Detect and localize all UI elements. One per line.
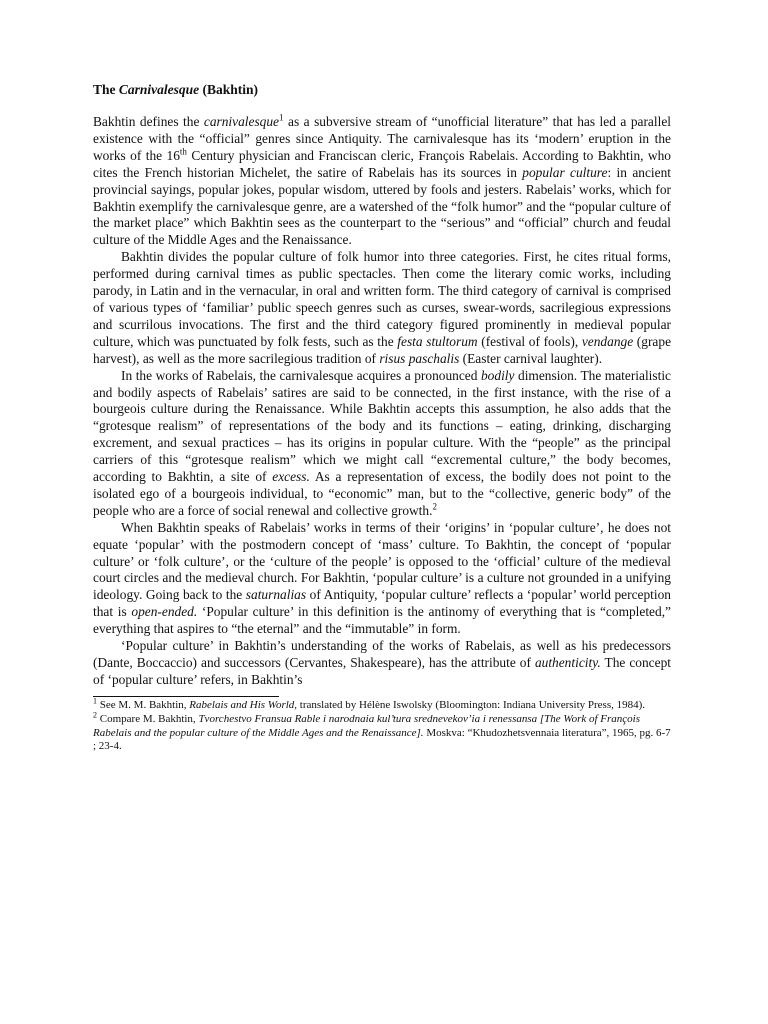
italic-term: popular culture	[522, 164, 608, 180]
title-suffix: (Bakhtin)	[199, 82, 259, 97]
footnotes	[93, 696, 671, 754]
ordinal-superscript: th	[179, 146, 187, 157]
page-title	[93, 82, 671, 98]
text-run: Moskva: “Khudozhetsvennaia literatura”, 1965, pg. 6-7 ; 23-4.	[93, 726, 671, 753]
text-run: See M. M. Bakhtin,	[97, 698, 190, 711]
italic-term: excess.	[272, 469, 310, 485]
document-body	[93, 114, 671, 689]
title-prefix: The	[93, 82, 119, 97]
text-run: Compare M. Bakhtin,	[97, 713, 199, 726]
paragraph-1	[93, 114, 671, 249]
text-run: ‘Popular culture’ in Bakhtin’s understanding of the works of Rabelais, as well as his predecessors (Dante, Boccaccio) and successors (Cervantes, Shakespeare), has the attribute of	[93, 638, 671, 670]
footnote-separator	[93, 696, 279, 697]
italic-term: carnivalesque	[203, 114, 280, 129]
text-run: (festival of fools),	[477, 333, 582, 349]
italic-term: vendange	[581, 333, 634, 349]
text-run: As a representation of excess, the bodily does not point to the isolated ego of a bourgeois individual, to “economic” man, but to the “collective, generic body” of the people who are a force of social renewal and collective growth.	[93, 469, 671, 518]
text-run: Bakhtin defines the	[93, 114, 204, 129]
footnote-ref-1: 1	[279, 112, 284, 123]
footnote-2	[93, 710, 671, 754]
document-page	[93, 82, 671, 755]
text-run: (Easter carnival laughter).	[459, 350, 603, 366]
title-italic: Carnivalesque	[118, 82, 200, 97]
italic-term: festa stultorum	[397, 333, 478, 349]
text-run: dimension. The materialistic and bodily aspects of Rabelais’ satires are said to be connected, in the first instance, with the rise of a bourgeois culture during the Renaissance. While Bakhtin accepts this assumption, he also adds that the “grotesque realism” of representations of the body and its functions – eating, drinking, discharging excrement, and sexual practices – has its origins in popular culture. With the “people” as the principal carriers of this “grotesque realism” which we might call “excremental culture,” the body becomes, according to Bakhtin, a site of	[93, 367, 671, 485]
italic-term: authenticity.	[534, 655, 601, 670]
text-run: The concept of ‘popular culture’ refers, in Bakhtin’s	[93, 655, 671, 687]
paragraph-2	[93, 249, 671, 367]
text-run: as a subversive stream of “unofficial literature” that has led a parallel existence with the “official” genres since Antiquity. The carnivalesque has its ‘modern’ eruption in the works of the 16	[93, 114, 671, 163]
footnote-number: 1	[93, 696, 97, 706]
text-run: (grape harvest), as well as the more sacrilegious tradition of	[93, 333, 672, 366]
text-run: When Bakhtin speaks of Rabelais’ works in terms of their ‘origins’ in ‘popular culture’, he does not equate ‘popular’ with the postmodern concept of ‘mass’ culture. To Bakhtin, the concept of ‘popular culture’ or ‘folk culture’, or the ‘culture of the people’ is opposed to the ‘official’ culture of the medieval court circles and the medieval church. For Bakhtin, ‘popular culture’ is a culture not grounded in a unifying ideology. Going back to the	[93, 519, 671, 603]
text-run: In the works of Rabelais, the carnivalesque acquires a pronounced	[121, 367, 481, 383]
italic-term: risus paschalis	[379, 350, 460, 366]
italic-title: Tvorchestvo Fransua Rable i narodnaia kul’tura srednevekov’ia i renessansa [The Work of François Rabelais and the popular culture of the Middle Ages and the Renaissance].	[93, 713, 641, 739]
text-run: Century physician and Franciscan cleric, François Rabelais. According to Bakhtin, who cites the French historian Michelet, the satire of Rabelais has its sources in	[93, 147, 671, 180]
text-run: translated by Hélène Iswolsky (Bloomington: Indiana University Press, 1984).	[297, 698, 646, 711]
footnote-1	[93, 696, 671, 713]
footnote-number: 2	[93, 710, 97, 720]
italic-title: Rabelais and His World,	[189, 698, 298, 711]
text-run: Bakhtin divides the popular culture of folk humor into three categories. First, he cites ritual forms, performed during carnival times as public spectacles. Then come the literary comic works, including parody, in Latin and in the vernacular, in oral and written form. The third category of carnival is comprised of various types of ‘familiar’ public speech genres such as curses, swear-words, sacrilegious expressions and scurrilous invocations. The first and the third category figured prominently in medieval popular culture, which was punctuated by folk fests, such as the	[93, 249, 671, 349]
text-run: of Antiquity, ‘popular culture’ reflects a ‘popular’ world perception that is	[93, 587, 671, 620]
text-run: ‘Popular culture’ in this definition is the antinomy of everything that is “completed,” everything that aspires to “the eternal” and the “immutable” in form.	[93, 604, 671, 637]
italic-term: open-ended.	[131, 604, 198, 620]
italic-term: bodily	[480, 367, 515, 383]
paragraph-5	[93, 638, 671, 689]
text-run: : in ancient provincial sayings, popular jokes, popular wisdom, uttered by fools and jesters. Rabelais’ works, which for Bakhtin exemplify the carnivalesque genre, are a watershed of the “folk humor” and the “popular culture of the market place” which Bakhtin sees as the counterpart to the “serious” and “official” church and feudal culture of the Middle Ages and the Renaissance.	[93, 164, 671, 248]
footnote-ref-2: 2	[432, 501, 437, 512]
paragraph-4	[93, 520, 671, 638]
paragraph-3	[93, 368, 671, 520]
italic-term: saturnalias	[245, 587, 307, 603]
